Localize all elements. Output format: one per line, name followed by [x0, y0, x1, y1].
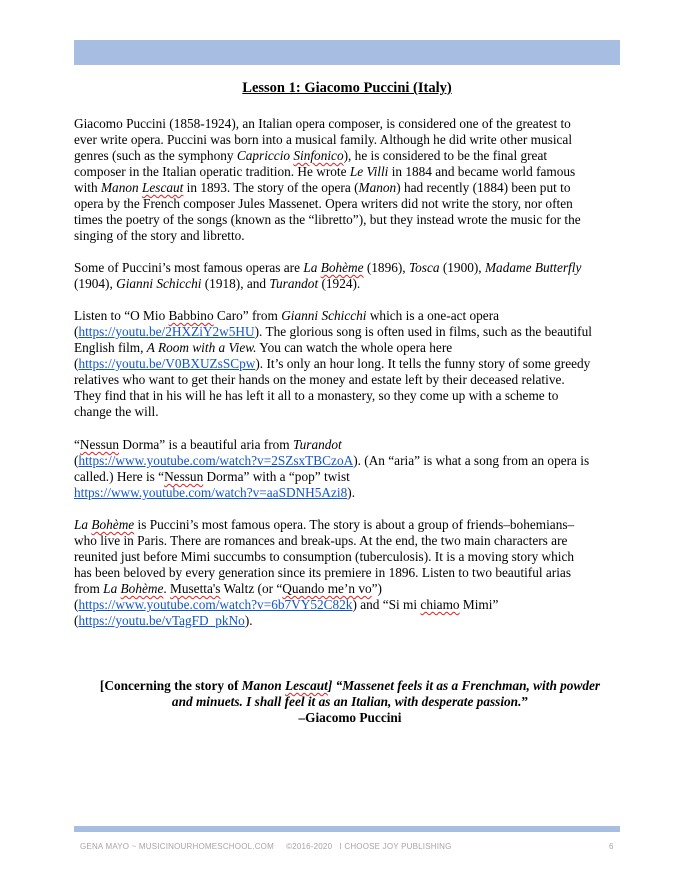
text-run: Gianni Schicchi: [116, 276, 202, 291]
misspelled-word: Sinfonico: [293, 148, 344, 163]
text-run: Turandot: [269, 276, 319, 291]
text-line: [74, 549, 634, 565]
text-line: [74, 613, 634, 629]
misspelled-word: chiamo: [420, 597, 460, 612]
text-run: genres (such as the symphony: [74, 148, 237, 163]
text-run: (: [74, 453, 79, 468]
misspelled-word: Nessun: [164, 469, 204, 484]
text-run: ”: [521, 694, 529, 709]
text-line: [74, 485, 634, 501]
text-run: Caro” from: [213, 308, 282, 323]
text-line: [74, 212, 634, 228]
text-run: (: [74, 597, 79, 612]
text-run: singing of the story and libretto.: [74, 228, 245, 243]
text-run: is Puccini’s most famous opera. The story is about a group of friends–bohemians–: [134, 517, 575, 532]
text-run: ever write opera. Puccini was born into a musical family. Although he did write other musical: [74, 132, 573, 147]
text-run: times the poetry of the songs (known as the “libretto”), but they instead wrote the music for the: [74, 212, 581, 227]
text-line: [74, 678, 626, 694]
misspelled-word: Quando me’n vo: [282, 581, 372, 596]
text-run: called.) Here is “: [74, 469, 165, 484]
text-run: Some of Puccini’s most famous operas are: [74, 260, 304, 275]
footer-text: GENA MAYO ~ MUSICINOURHOMESCHOOL.COM ©2016-2020 I CHOOSE JOY PUBLISHING: [80, 842, 452, 851]
footer-bar: [74, 826, 620, 832]
text-line: [74, 388, 634, 404]
text-line: [74, 132, 634, 148]
text-run: [Concerning the story of: [99, 678, 242, 693]
misspelled-word: Bohème: [91, 517, 135, 532]
text-run: Turandot: [292, 437, 342, 452]
text-run: (1924).: [318, 276, 361, 291]
text-line: [74, 453, 634, 469]
text-line: [74, 356, 634, 372]
misspelled-word: Bohème: [120, 581, 164, 596]
text-run: (: [74, 324, 79, 339]
text-run: La: [303, 260, 321, 275]
text-run: ).: [244, 613, 253, 628]
text-line: [74, 148, 634, 164]
text-run: –Giacomo Puccini: [298, 710, 402, 725]
misspelled-word: Lescaut: [141, 180, 184, 195]
text-run: ). It’s only an hour long. It tells the funny story of some greedy: [255, 356, 591, 371]
text-run: relatives who want to get their hands on the money and estate left by their deceased relative.: [74, 372, 565, 387]
text-run: (: [74, 613, 79, 628]
text-run: ).: [347, 485, 356, 500]
text-line: [74, 196, 634, 212]
text-run: (: [74, 356, 79, 371]
text-line: [74, 404, 634, 420]
text-run: ), he is considered to be the final great: [343, 148, 548, 163]
text-run: Capriccio: [236, 148, 294, 163]
text-line: [74, 276, 634, 292]
text-run: (1918), and: [201, 276, 270, 291]
text-line: [74, 533, 634, 549]
text-run: Manon: [100, 180, 142, 195]
text-run: ) and “Si mi: [352, 597, 421, 612]
text-line: [74, 228, 634, 244]
text-run: Manon: [358, 180, 397, 195]
text-run: ”): [371, 581, 382, 596]
text-line: [74, 372, 634, 388]
text-run: They find that in his will he has left it all to a monastery, so they come up with a scheme to: [74, 388, 559, 403]
paragraph-famous-operas: [74, 260, 634, 292]
text-run: (1900),: [439, 260, 485, 275]
text-line: [74, 116, 634, 132]
text-run: ). The glorious song is often used in films, such as the beautiful: [254, 324, 592, 339]
text-run: A Room with a View.: [146, 340, 257, 355]
text-line: [74, 340, 634, 356]
paragraph-nessun-dorma: [74, 437, 634, 501]
text-run: reunited just before Mimi succumbs to consumption (tuberculosis). It is a moving story which: [74, 549, 575, 564]
paragraph-o-mio-babbino-caro: [74, 308, 634, 420]
text-run: Dorma” with a “pop” twist: [203, 469, 350, 484]
text-run: Dorma” is a beautiful aria from: [119, 437, 293, 452]
text-run: Gianni Schicchi: [281, 308, 367, 323]
text-run: Le Villi: [349, 164, 389, 179]
text-run: Giacomo Puccini (1858-1924), an Italian opera composer, is considered one of the greatest to: [74, 116, 571, 131]
text-line: [74, 581, 634, 597]
text-run: composer in the Italian operatic tradition. He wrote: [74, 164, 350, 179]
text-line: [74, 710, 626, 726]
text-run: Madame Butterfly: [484, 260, 582, 275]
video-link[interactable]: https://youtu.be/vTagFD_pkNo: [78, 613, 245, 628]
text-run: La: [103, 581, 121, 596]
text-line: [74, 260, 634, 276]
misspelled-word: Lescaut: [284, 678, 328, 693]
text-run: who live in Paris. There are romances and break-ups. At the end, the two main characters are: [74, 533, 568, 548]
text-run: (1904),: [74, 276, 117, 291]
text-line: [74, 517, 634, 533]
text-run: Listen to “O Mio: [74, 308, 169, 323]
text-line: [74, 597, 634, 613]
text-run: Mimi”: [459, 597, 499, 612]
text-run: (1896),: [363, 260, 409, 275]
text-line: [74, 324, 634, 340]
video-link[interactable]: https://youtu.be/2HXZiY2w5HU: [78, 324, 255, 339]
video-link[interactable]: https://www.youtube.com/watch?v=2SZsxTBCzoA: [78, 453, 354, 468]
text-run: You can watch the whole opera here: [256, 340, 453, 355]
paragraph-la-boheme: [74, 517, 634, 629]
text-run: has been beloved by every generation since its premiere in 1896. Listen to two beautiful arias: [74, 565, 571, 580]
text-run: from: [74, 581, 104, 596]
video-link[interactable]: https://youtu.be/V0BXUZsSCpw: [78, 356, 256, 371]
misspelled-word: Bohème: [320, 260, 364, 275]
lesson-title: Lesson 1: Giacomo Puccini (Italy): [242, 80, 452, 96]
text-line: [74, 437, 634, 453]
misspelled-word: Nessun: [79, 437, 120, 452]
text-run: ) had recently (1884) been put to: [396, 180, 571, 195]
text-line: [74, 565, 634, 581]
text-run: opera by the French composer Jules Massenet. Opera writers did not write the story, nor often: [74, 196, 573, 211]
text-line: [74, 694, 626, 710]
text-run: .: [163, 581, 171, 596]
text-run: English film,: [74, 340, 147, 355]
text-run: in 1884 and became world famous: [388, 164, 576, 179]
header-bar: [74, 40, 620, 65]
text-run: ] “Massenet feels it as a Frenchman, with powder: [327, 678, 601, 693]
text-line: [74, 308, 634, 324]
text-line: [74, 469, 634, 485]
text-run: Manon: [241, 678, 285, 693]
text-line: [74, 164, 634, 180]
text-run: and minuets. I shall feel it as an Italian, with desperate passion.: [171, 694, 522, 709]
text-run: ). (An “aria” is what a song from an opera is: [353, 453, 590, 468]
page-number: 6: [609, 842, 614, 851]
text-run: Waltz (or “: [220, 581, 283, 596]
text-run: “: [74, 437, 80, 452]
misspelled-word: Musetta's: [170, 581, 221, 596]
text-run: with: [74, 180, 101, 195]
text-run: change the will.: [74, 404, 159, 419]
paragraph-intro: [74, 116, 634, 244]
text-run: La: [74, 517, 92, 532]
text-line: [74, 180, 634, 196]
misspelled-word: Babbino: [168, 308, 214, 323]
text-run: which is a one-act opera: [366, 308, 500, 323]
puccini-quote: [74, 678, 626, 726]
text-run: Tosca: [408, 260, 440, 275]
video-link[interactable]: https://www.youtube.com/watch?v=aaSDNH5Azi8: [74, 485, 348, 500]
video-link[interactable]: https://www.youtube.com/watch?v=6b7VY52C82k: [78, 597, 353, 612]
text-run: in 1893. The story of the opera (: [183, 180, 359, 195]
